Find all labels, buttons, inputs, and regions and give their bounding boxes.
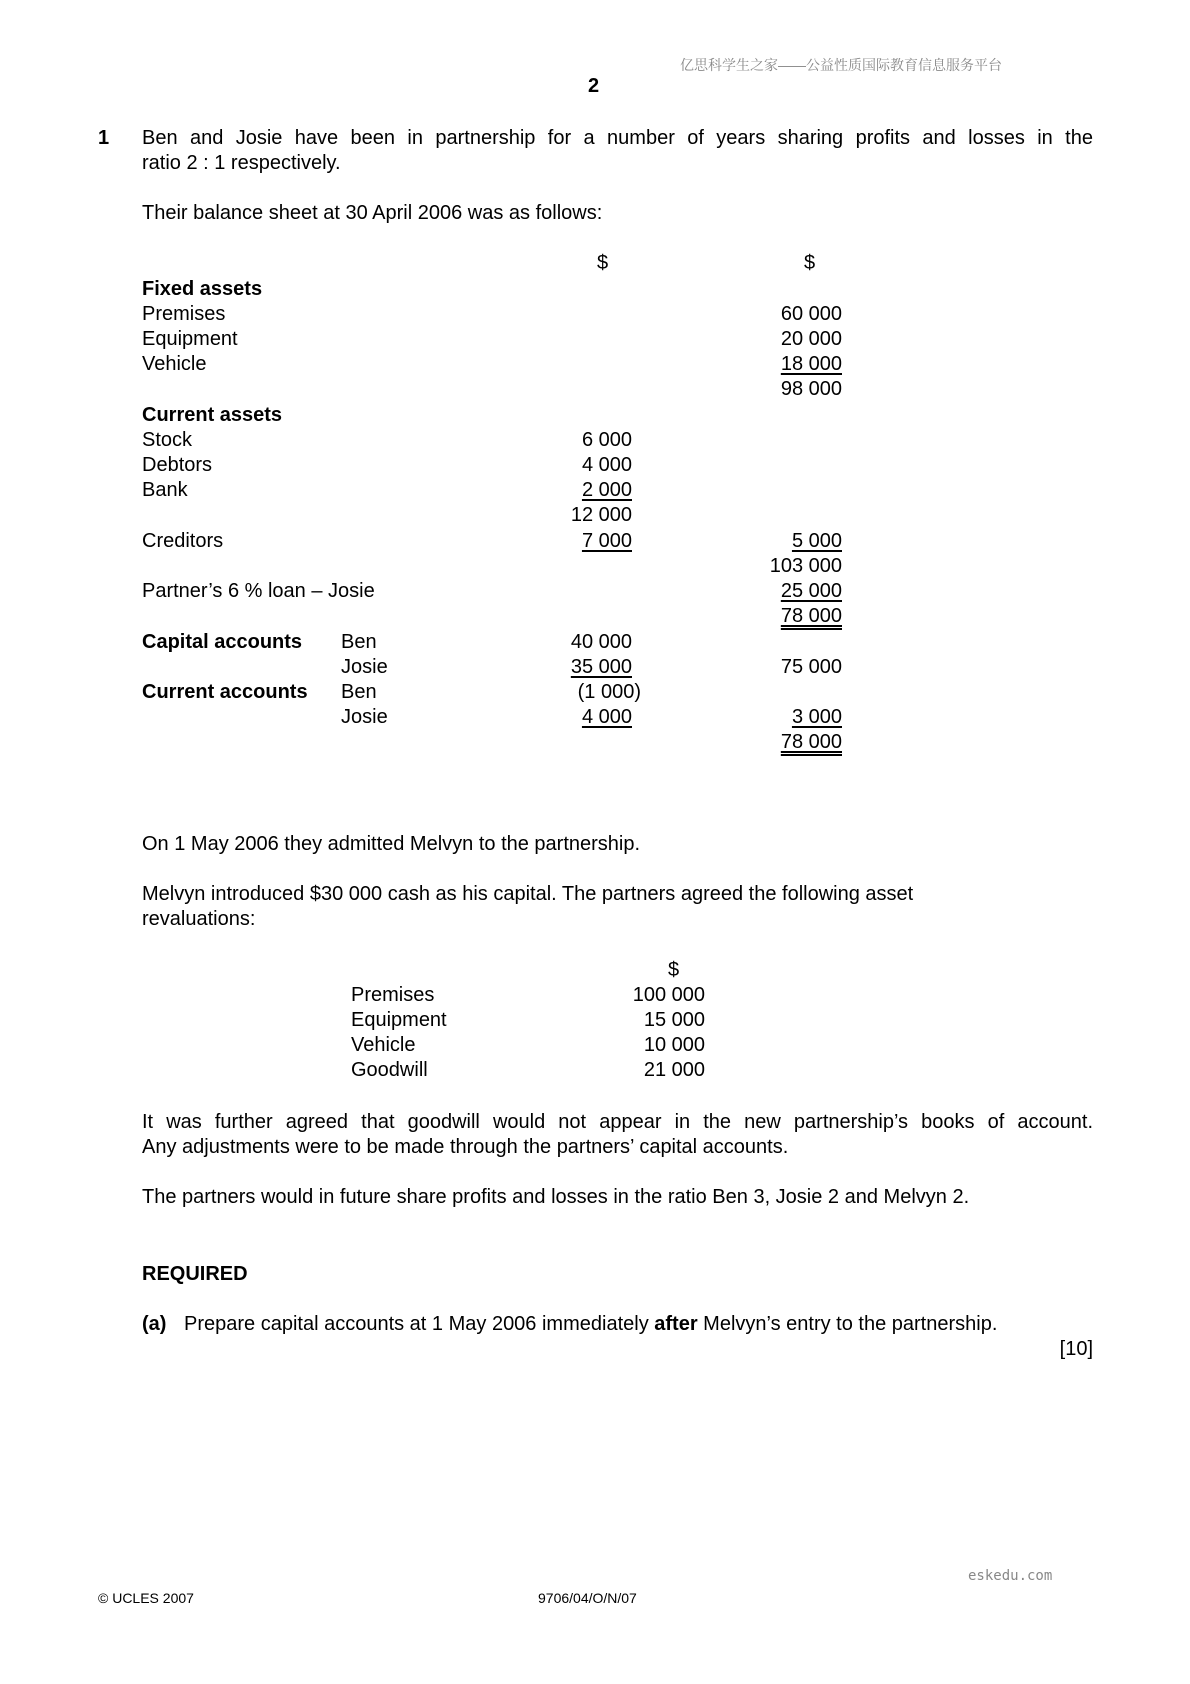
debtors-label: Debtors — [142, 454, 213, 476]
part-a-marks: [10] — [1059, 1338, 1093, 1360]
capital-ben-label: Ben — [341, 631, 377, 653]
currency-col1: $ — [597, 252, 609, 274]
currency-col2: $ — [804, 252, 816, 274]
creditors-value: 7 000 — [581, 530, 632, 552]
revaluation-label: Equipment — [351, 1009, 447, 1031]
part-a-text-emphasis: after — [654, 1313, 698, 1335]
capital-josie-label: Josie — [341, 656, 388, 678]
equipment-label: Equipment — [142, 328, 238, 350]
question-number: 1 — [98, 127, 110, 149]
revaluations-currency: $ — [668, 959, 680, 981]
capital-total: 75 000 — [780, 656, 842, 678]
vehicle-value: 18 000 — [780, 353, 842, 375]
current-ben-label: Ben — [341, 681, 377, 703]
bank-value: 2 000 — [581, 479, 632, 501]
capital-ben-value: 40 000 — [570, 631, 632, 653]
subtotal-value: 103 000 — [769, 555, 842, 577]
current-accounts-total: 3 000 — [791, 706, 842, 728]
goodwill-note-line1: It was further agreed that goodwill would not appear in the new partnership’s books of account. — [142, 1111, 1093, 1133]
premises-value: 60 000 — [780, 303, 842, 325]
part-a-label: (a) — [142, 1313, 167, 1335]
current-josie-label: Josie — [341, 706, 388, 728]
admission-intro-line1: Melvyn introduced $30 000 cash as his capital. The partners agreed the following asset — [142, 883, 914, 905]
equipment-value: 20 000 — [780, 328, 842, 350]
revaluation-value: 100 000 — [632, 984, 705, 1006]
copyright: © UCLES 2007 — [98, 1590, 194, 1606]
creditors-label: Creditors — [142, 530, 224, 552]
vehicle-label: Vehicle — [142, 353, 207, 375]
capital-accounts-heading: Capital accounts — [142, 631, 303, 653]
revaluation-label: Premises — [351, 984, 435, 1006]
goodwill-note-line2: Any adjustments were to be made through the partners’ capital accounts. — [142, 1136, 789, 1158]
current-josie-value: 4 000 — [581, 706, 632, 728]
fixed-assets-heading: Fixed assets — [142, 278, 263, 300]
premises-label: Premises — [142, 303, 226, 325]
balance-sheet-intro: Their balance sheet at 30 April 2006 was as follows: — [142, 202, 603, 224]
question-intro-line1: Ben and Josie have been in partnership for a number of years sharing profits and losses in the — [142, 127, 1093, 149]
revaluation-label: Goodwill — [351, 1059, 428, 1081]
paper-code: 9706/04/O/N/07 — [538, 1590, 637, 1606]
revaluation-label: Vehicle — [351, 1034, 416, 1056]
debtors-value: 4 000 — [581, 454, 632, 476]
current-ben-value: (1 000) — [577, 681, 641, 703]
question-intro-line2: ratio 2 : 1 respectively. — [142, 152, 341, 174]
capital-josie-value: 35 000 — [570, 656, 632, 678]
required-heading: REQUIRED — [142, 1263, 248, 1285]
partner-loan-label: Partner’s 6 % loan – Josie — [142, 580, 375, 602]
part-a-text-after: Melvyn’s entry to the partnership. — [703, 1313, 998, 1335]
future-ratio-text: The partners would in future share profits and losses in the ratio Ben 3, Josie 2 and Melvyn 2. — [142, 1186, 970, 1208]
watermark-bottom: eskedu.com — [968, 1568, 1053, 1584]
current-assets-total: 12 000 — [570, 504, 632, 526]
partner-loan-value: 25 000 — [780, 580, 842, 602]
current-accounts-heading: Current accounts — [142, 681, 308, 703]
current-assets-heading: Current assets — [142, 404, 283, 426]
revaluation-value: 15 000 — [643, 1009, 705, 1031]
part-a-text — [184, 1312, 997, 1337]
grand-total: 78 000 — [780, 731, 842, 753]
page-number: 2 — [588, 75, 600, 97]
admission-intro-line2: revaluations: — [142, 908, 256, 930]
admission-text: On 1 May 2006 they admitted Melvyn to the partnership. — [142, 833, 641, 855]
watermark-top: 亿思科学生之家——公益性质国际教育信息服务平台 — [680, 57, 1002, 73]
net-current-assets: 5 000 — [791, 530, 842, 552]
stock-label: Stock — [142, 429, 193, 451]
net-assets-value: 78 000 — [780, 605, 842, 627]
bank-label: Bank — [142, 479, 188, 501]
part-a-text-before: Prepare capital accounts at 1 May 2006 immediately — [184, 1313, 649, 1335]
revaluation-value: 21 000 — [643, 1059, 705, 1081]
fixed-assets-total: 98 000 — [780, 378, 842, 400]
revaluation-value: 10 000 — [643, 1034, 705, 1056]
stock-value: 6 000 — [581, 429, 632, 451]
